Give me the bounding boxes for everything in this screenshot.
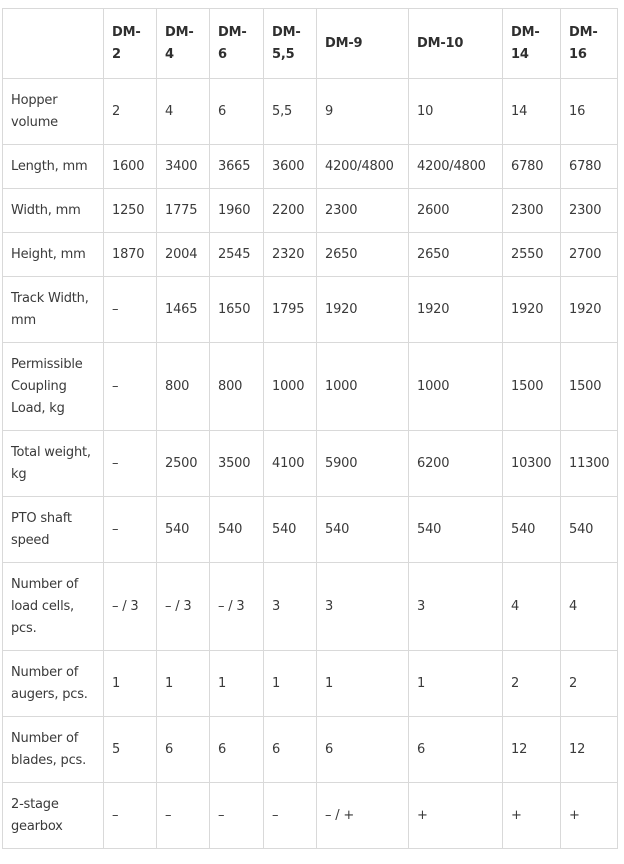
table-cell: – (157, 783, 210, 849)
table-cell: 5900 (317, 431, 409, 497)
table-cell: + (561, 783, 618, 849)
header-cell-model: DM-14 (503, 9, 561, 79)
table-cell: 6 (210, 79, 264, 145)
table-row (3, 497, 618, 563)
table-row (3, 717, 618, 783)
table-cell: 800 (210, 343, 264, 431)
table-cell: 2600 (409, 189, 503, 233)
table-cell: 540 (264, 497, 317, 563)
row-label: Permissible Coupling Load, kg (3, 343, 104, 431)
table-cell: 1 (264, 651, 317, 717)
table-cell: 5 (104, 717, 157, 783)
table-cell: 1500 (503, 343, 561, 431)
table-cell: 4 (503, 563, 561, 651)
table-cell: 9 (317, 79, 409, 145)
table-cell: 1920 (409, 277, 503, 343)
table-cell: 2300 (317, 189, 409, 233)
header-row (3, 9, 618, 79)
table-cell: – (104, 277, 157, 343)
table-cell: 1000 (409, 343, 503, 431)
table-cell: 1795 (264, 277, 317, 343)
table-cell: 3665 (210, 145, 264, 189)
table-cell: 1775 (157, 189, 210, 233)
table-cell: – / 3 (157, 563, 210, 651)
table-cell: 1600 (104, 145, 157, 189)
table-cell: – (104, 783, 157, 849)
table-cell: 2004 (157, 233, 210, 277)
table-cell: 1 (210, 651, 264, 717)
table-row (3, 563, 618, 651)
table-cell: 6 (317, 717, 409, 783)
table-cell: 1 (104, 651, 157, 717)
table-cell: 2200 (264, 189, 317, 233)
table-cell: 2 (561, 651, 618, 717)
table-cell: 540 (210, 497, 264, 563)
table-cell: 1650 (210, 277, 264, 343)
table-cell: 540 (561, 497, 618, 563)
table-cell: 1920 (561, 277, 618, 343)
table-cell: 6 (157, 717, 210, 783)
table-cell: – / 3 (104, 563, 157, 651)
table-cell: 1870 (104, 233, 157, 277)
table-row (3, 343, 618, 431)
table-cell: 3400 (157, 145, 210, 189)
table-cell: – / 3 (210, 563, 264, 651)
table-cell: 1000 (317, 343, 409, 431)
table-cell: 6780 (561, 145, 618, 189)
table-cell: 3600 (264, 145, 317, 189)
table-cell: 2320 (264, 233, 317, 277)
table-cell: 2700 (561, 233, 618, 277)
header-cell-model: DM-5,5 (264, 9, 317, 79)
table-cell: 2300 (503, 189, 561, 233)
row-label: Hopper volume (3, 79, 104, 145)
table-row (3, 79, 618, 145)
header-cell-model: DM-16 (561, 9, 618, 79)
table-cell: 1 (409, 651, 503, 717)
row-label: Total weight, kg (3, 431, 104, 497)
table-row (3, 651, 618, 717)
table-row (3, 783, 618, 849)
table-row (3, 145, 618, 189)
table-cell: 2500 (157, 431, 210, 497)
table-cell: 4 (157, 79, 210, 145)
table-cell: 3 (264, 563, 317, 651)
table-row (3, 189, 618, 233)
table-cell: 1465 (157, 277, 210, 343)
table-cell: 12 (561, 717, 618, 783)
row-label: Number of augers, pcs. (3, 651, 104, 717)
row-label: Length, mm (3, 145, 104, 189)
table-row (3, 233, 618, 277)
row-label: Track Width, mm (3, 277, 104, 343)
table-cell: 6 (409, 717, 503, 783)
table-cell: 14 (503, 79, 561, 145)
table-cell: 1 (317, 651, 409, 717)
table-cell: 4 (561, 563, 618, 651)
row-label: 2-stage gearbox (3, 783, 104, 849)
table-cell: 2300 (561, 189, 618, 233)
table-cell: – / + (317, 783, 409, 849)
specifications-table (2, 8, 618, 849)
table-cell: 10 (409, 79, 503, 145)
header-cell-model: DM-10 (409, 9, 503, 79)
table-cell: 2550 (503, 233, 561, 277)
table-cell: 1920 (317, 277, 409, 343)
table-cell: 3 (409, 563, 503, 651)
table-cell: 5,5 (264, 79, 317, 145)
table-cell: 800 (157, 343, 210, 431)
table-cell: + (503, 783, 561, 849)
header-cell-empty (3, 9, 104, 79)
table-cell: 4200/4800 (409, 145, 503, 189)
table-cell: – (210, 783, 264, 849)
table-cell: – (104, 497, 157, 563)
header-cell-model: DM-4 (157, 9, 210, 79)
table-cell: 540 (157, 497, 210, 563)
table-cell: 1250 (104, 189, 157, 233)
table-cell: 540 (317, 497, 409, 563)
table-cell: + (409, 783, 503, 849)
table-cell: 1000 (264, 343, 317, 431)
table-cell: 6780 (503, 145, 561, 189)
table-cell: – (104, 431, 157, 497)
table-cell: 6 (264, 717, 317, 783)
table-cell: 1500 (561, 343, 618, 431)
row-label: Width, mm (3, 189, 104, 233)
table-row (3, 277, 618, 343)
header-cell-model: DM-6 (210, 9, 264, 79)
table-cell: 540 (503, 497, 561, 563)
table-cell: 1960 (210, 189, 264, 233)
table-cell: 11300 (561, 431, 618, 497)
table-cell: 2 (503, 651, 561, 717)
table-cell: 10300 (503, 431, 561, 497)
table-cell: 4100 (264, 431, 317, 497)
table-cell: 4200/4800 (317, 145, 409, 189)
table-cell: 6 (210, 717, 264, 783)
table-cell: 2650 (409, 233, 503, 277)
table-cell: 2 (104, 79, 157, 145)
row-label: PTO shaft speed (3, 497, 104, 563)
table-cell: 1 (157, 651, 210, 717)
table-cell: – (264, 783, 317, 849)
row-label: Number of load cells, pcs. (3, 563, 104, 651)
table-cell: 540 (409, 497, 503, 563)
table-cell: 3500 (210, 431, 264, 497)
table-cell: 3 (317, 563, 409, 651)
table-cell: 2545 (210, 233, 264, 277)
row-label: Number of blades, pcs. (3, 717, 104, 783)
table-cell: – (104, 343, 157, 431)
table-cell: 1920 (503, 277, 561, 343)
header-cell-model: DM-9 (317, 9, 409, 79)
table-cell: 12 (503, 717, 561, 783)
header-cell-model: DM-2 (104, 9, 157, 79)
table-cell: 2650 (317, 233, 409, 277)
table-cell: 16 (561, 79, 618, 145)
table-row (3, 431, 618, 497)
table-cell: 6200 (409, 431, 503, 497)
row-label: Height, mm (3, 233, 104, 277)
